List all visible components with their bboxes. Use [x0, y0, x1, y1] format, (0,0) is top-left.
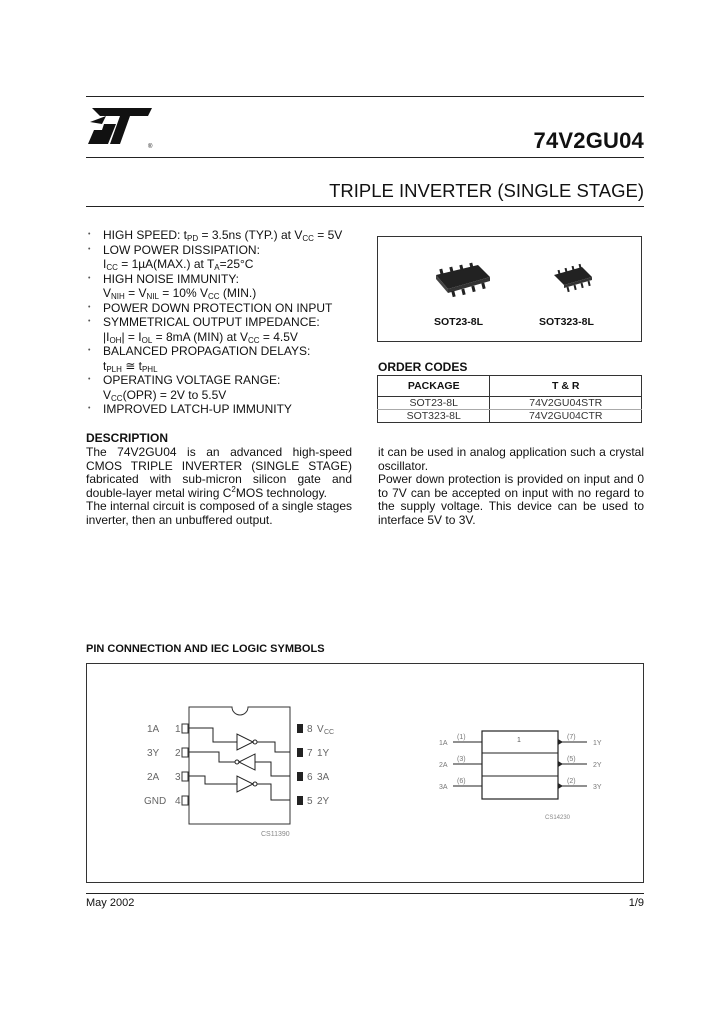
pin-label-left: 2A [147, 772, 160, 783]
subscript: NIH [111, 292, 125, 301]
subscript: PD [187, 234, 199, 243]
iec-input-number: (1) [457, 734, 466, 741]
iec-output-number: (7) [567, 734, 576, 741]
pin-label-right: 1Y [317, 748, 330, 759]
iec-output-number: (5) [567, 756, 576, 763]
pin-label-left: 1A [147, 724, 160, 735]
sot323-chip-image [548, 263, 598, 295]
iec-input-label: 2A [439, 762, 448, 769]
feature-text: I [103, 257, 107, 271]
feature-text: = 10% V [158, 286, 208, 300]
feature-line [103, 402, 374, 417]
feature-text: HIGH NOISE IMMUNITY: [103, 271, 240, 286]
description-paragraph: it can be used in analog application such a crystal oscillator. [378, 445, 644, 473]
feature-text: V [103, 387, 112, 402]
feature-text: (OPR) = 2V to 5.5V [122, 387, 227, 402]
table-cell: 74V2GU04CTR [490, 410, 642, 423]
feature-item [86, 315, 374, 344]
table-row [378, 410, 642, 423]
ic-package-outline [189, 707, 290, 824]
feature-text: = 4.5V [259, 329, 298, 344]
feature-item [86, 373, 374, 402]
iec-input-label: 3A [439, 784, 448, 791]
feature-text: HIGH SPEED: t [103, 228, 188, 242]
feature-item [86, 228, 374, 243]
iec-output-label: 3Y [593, 784, 602, 791]
pin-number: 1 [175, 724, 181, 735]
feature-text: V [103, 286, 112, 300]
feature-line [103, 272, 374, 287]
description-left-column [86, 446, 352, 527]
inverter-gate [239, 754, 255, 770]
order-codes-title: ORDER CODES [378, 360, 468, 374]
wire [189, 728, 237, 742]
feature-text: BALANCED PROPAGATION DELAYS: [103, 344, 311, 358]
description-paragraph: MOS technology. [235, 485, 328, 500]
feature-text: = 8mA (MIN) at V [152, 329, 248, 344]
iec-function-symbol: 1 [517, 737, 521, 744]
footer-date: May 2002 [86, 897, 135, 909]
pin-number: 3 [175, 772, 181, 783]
feature-text: OPERATING VOLTAGE RANGE: [103, 373, 281, 387]
feature-text: t [103, 358, 107, 373]
description-right-column [378, 446, 644, 527]
st-logo [86, 104, 156, 150]
feature-text: POWER DOWN PROTECTION ON INPUT [103, 300, 333, 315]
wire [255, 762, 290, 776]
pin-connection-box [86, 663, 644, 883]
feature-text: LOW POWER DISSIPATION: [103, 242, 260, 257]
feature-text: IMPROVED LATCH-UP IMMUNITY [103, 402, 292, 416]
feature-item [86, 272, 374, 301]
pin-label-right: 2Y [317, 796, 330, 807]
table-cell: SOT323-8L [378, 410, 490, 423]
feature-item [86, 301, 374, 316]
document-subtitle: TRIPLE INVERTER (SINGLE STAGE) [329, 180, 644, 201]
order-codes-table [377, 375, 642, 423]
top-rule [86, 96, 644, 97]
feature-text: =25°C [219, 257, 254, 271]
pin-number: 6 [307, 772, 313, 783]
subscript: OL [141, 335, 153, 345]
iec-output-label: 1Y [593, 740, 602, 747]
sot23-label: SOT23-8L [434, 316, 484, 328]
feature-text: |I [103, 329, 110, 344]
table-cell: SOT23-8L [378, 397, 490, 410]
feature-line [103, 301, 374, 316]
feature-line [103, 228, 374, 243]
feature-text: = 3.5ns (TYP.) at V [198, 228, 303, 242]
feature-line [103, 373, 374, 388]
iec-input-number: (3) [457, 756, 466, 763]
feature-line [103, 243, 374, 258]
feature-text: = V [124, 286, 147, 300]
pin-label-subscript: CC [324, 729, 335, 736]
pin-number: 7 [307, 748, 313, 759]
pin-number: 5 [307, 796, 313, 807]
inverter-gate [237, 734, 253, 750]
description-paragraph: The 74V2GU04 is an advanced high-speed CMOS TRIPLE INVERTER (SINGLE STAGE) fabricated with sub-micron silicon gate and double-layer metal wiring C [86, 445, 352, 500]
feature-line [103, 286, 374, 301]
subscript: PHL [141, 364, 158, 374]
pin-connection-title: PIN CONNECTION AND IEC LOGIC SYMBOLS [86, 643, 325, 655]
subscript: CC [247, 335, 260, 345]
feature-line [103, 330, 374, 345]
table-cell: 74V2GU04STR [490, 397, 642, 410]
subscript: PLH [106, 364, 122, 374]
feature-line [103, 359, 374, 374]
iec-input-number: (6) [457, 778, 466, 785]
subscript: A [214, 263, 220, 272]
wire [189, 752, 235, 762]
wire [257, 784, 290, 800]
column-header-package: PACKAGE [378, 376, 490, 397]
pin-number: 4 [175, 796, 181, 807]
feature-text: = 1µA(MAX.) at T [117, 257, 215, 271]
sot23-chip-image [428, 259, 498, 299]
iec-output-label: 2Y [593, 762, 602, 769]
subscript: CC [207, 292, 220, 301]
iec-output-number: (2) [567, 778, 576, 785]
subscript: OH [109, 335, 122, 345]
feature-text: (MIN.) [219, 286, 257, 300]
subtitle-rule [86, 206, 644, 207]
feature-line [103, 388, 374, 403]
feature-item [86, 243, 374, 272]
iec-input-label: 1A [439, 740, 448, 747]
pin-diagram-caption: CS11390 [261, 831, 290, 838]
pin-label-left: 3Y [147, 748, 160, 759]
feature-line [103, 257, 374, 272]
feature-list [86, 228, 374, 417]
footer-rule [86, 893, 644, 894]
subscript: CC [111, 393, 123, 403]
pin-number: 8 [307, 724, 313, 735]
package-box [377, 236, 642, 342]
subscript: NIL [146, 292, 159, 301]
part-number: 74V2GU04 [533, 128, 644, 153]
description-title: DESCRIPTION [86, 431, 169, 445]
feature-item [86, 344, 374, 373]
column-header-tr: T & R [490, 376, 642, 397]
page-number: 1/9 [628, 897, 644, 909]
iec-caption: CS14230 [545, 815, 571, 821]
inverter-gate [237, 776, 253, 792]
pin-label-left: GND [144, 796, 167, 807]
feature-text: | = I [121, 329, 142, 344]
feature-text: SYMMETRICAL OUTPUT IMPEDANCE: [103, 315, 320, 329]
superscript: 2 [231, 484, 236, 494]
pin-label-right: V [317, 724, 324, 735]
pin-label-right: 3A [317, 772, 330, 783]
svg-text:®: ® [148, 144, 153, 150]
sot323-label: SOT323-8L [539, 316, 594, 328]
feature-line [103, 344, 374, 359]
subscript: CC [302, 234, 314, 243]
pin-diagram [87, 664, 643, 882]
description-paragraph: Power down protection is provided on input and 0 to 7V can be accepted on input with no regard to the supply voltage. This device can be used to interface 5V to 3V. [378, 472, 644, 527]
feature-line [103, 315, 374, 330]
wire [189, 776, 237, 784]
feature-item [86, 402, 374, 417]
wire [257, 742, 290, 752]
pin-number: 2 [175, 748, 181, 759]
header-rule [86, 157, 644, 158]
subscript: CC [106, 263, 118, 272]
description-paragraph: The internal circuit is composed of a single stages inverter, then an unbuffered output. [86, 499, 352, 527]
table-row [378, 397, 642, 410]
feature-text: = 5V [313, 228, 343, 242]
feature-text: ≅ t [121, 358, 142, 373]
